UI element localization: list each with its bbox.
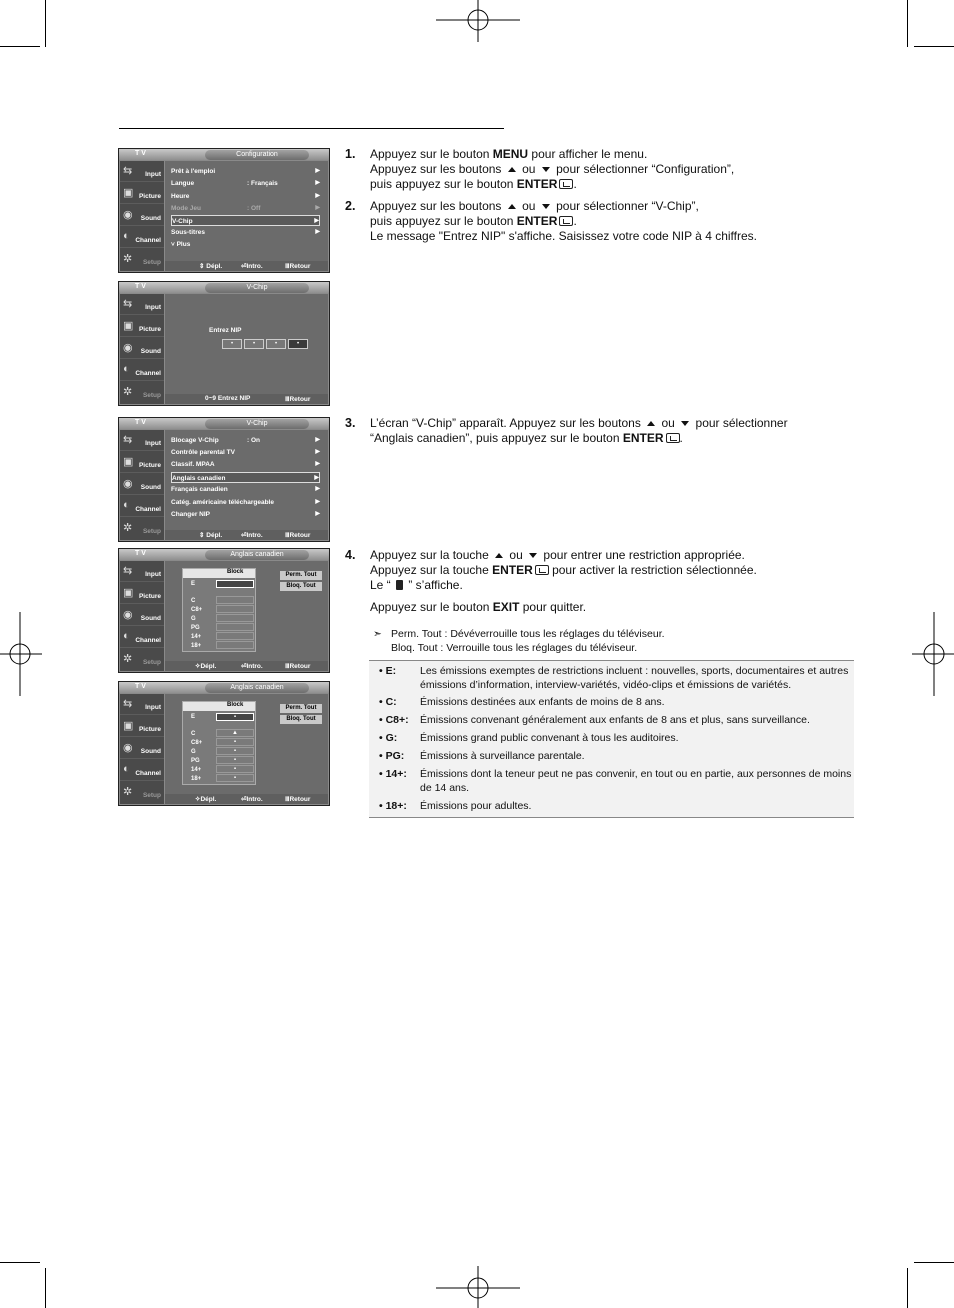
lock-icon: ▪ (233, 739, 237, 745)
screen-topbar (119, 682, 329, 693)
lock-icon: ▪ (233, 757, 237, 763)
pin-digit-active[interactable]: • (288, 339, 308, 349)
sidebar-item-input[interactable] (120, 430, 164, 451)
rating-cell-locked[interactable] (216, 774, 254, 782)
rating-label: C8+ (191, 740, 203, 746)
move-hint: ⇕ Dépl. (199, 263, 223, 270)
rating-label: C (191, 598, 196, 604)
bloq-tout-button[interactable]: Bloq. Tout (280, 715, 322, 724)
menu-item-label: Classif. MPAA (171, 461, 215, 468)
gear-icon: ✲ (123, 522, 133, 534)
sidebar-item-channel[interactable] (120, 227, 164, 248)
move-hint: ✧Dépl. (195, 663, 217, 670)
bloq-tout-button[interactable]: Bloq. Tout (280, 582, 322, 591)
tv-label: T V (135, 419, 146, 426)
sidebar-item-sound[interactable] (120, 338, 164, 359)
screen-title: V-Chip (205, 419, 309, 429)
screen-bottombar (165, 261, 328, 271)
menu-item[interactable] (171, 178, 320, 189)
sidebar-item-channel[interactable] (120, 360, 164, 381)
screen-bottombar (165, 530, 328, 540)
menu-panel (165, 430, 328, 530)
return-hint: ⅢRetour (285, 796, 311, 803)
input-icon: ⇆ (123, 434, 133, 446)
picture-icon: ▣ (123, 720, 134, 732)
sidebar-item-input[interactable] (120, 294, 164, 315)
sidebar-label: Sound (140, 215, 161, 222)
rating-label: G (191, 616, 196, 622)
menu-item[interactable] (171, 447, 320, 458)
rating-label: 14+ (191, 634, 202, 640)
menu-item-label: Contrôle parental TV (171, 449, 235, 456)
rating-cell-locked[interactable] (216, 729, 254, 737)
sidebar-label: Sound (140, 615, 161, 622)
up-arrow-icon (495, 553, 503, 558)
move-hint: ⇕ Dépl. (199, 532, 223, 539)
menu-item-label: V-Chip (172, 218, 193, 225)
crop-mark (45, 0, 46, 47)
sidebar-item-picture[interactable] (120, 716, 164, 737)
lock-icon: ▲ (232, 730, 238, 736)
arrow-right-icon: ▶ (315, 486, 320, 492)
crop-mark (45, 1268, 46, 1308)
sound-icon: ◉ (123, 478, 133, 490)
rating-cell-locked[interactable] (216, 713, 254, 721)
sidebar-item-picture[interactable] (120, 183, 164, 204)
menu-item[interactable] (171, 509, 320, 520)
enter-hint: ⏎Intro. (241, 532, 263, 539)
sidebar-label: Setup (142, 792, 161, 799)
screen-topbar (119, 149, 329, 160)
rating-grid (182, 568, 256, 652)
channel-icon: ◐ (123, 763, 130, 775)
pin-digit[interactable]: • (222, 339, 242, 349)
tv-label: T V (135, 683, 146, 690)
sidebar-label: Setup (142, 659, 161, 666)
sidebar (120, 294, 164, 404)
sound-icon: ◉ (123, 342, 133, 354)
rating-cell[interactable] (216, 614, 254, 622)
sidebar (120, 161, 164, 271)
perm-tout-button[interactable]: Perm. Tout (280, 571, 322, 580)
rating-cell[interactable] (216, 641, 254, 649)
tv-screen-anglais-canadien (118, 548, 330, 673)
arrow-right-icon: ▶ (315, 168, 320, 174)
lock-icon: ▪ (233, 748, 237, 754)
sidebar-label: Input (145, 704, 161, 711)
menu-item[interactable] (171, 459, 320, 470)
menu-item[interactable] (171, 497, 320, 508)
input-icon: ⇆ (123, 298, 133, 310)
sidebar-item-channel[interactable] (120, 760, 164, 781)
menu-item[interactable] (171, 239, 320, 250)
rating-label: 18+ (191, 776, 202, 782)
menu-item[interactable] (171, 166, 320, 177)
move-hint: ✧Dépl. (195, 796, 217, 803)
sidebar-label: Channel (135, 770, 161, 777)
rating-cell-locked[interactable] (216, 756, 254, 764)
sidebar-label: Input (145, 171, 161, 178)
return-hint: ⅢRetour (285, 663, 311, 670)
arrow-right-icon: ▶ (315, 511, 320, 517)
enter-icon (559, 216, 573, 226)
enter-hint: ⏎Intro. (241, 263, 263, 270)
enter-hint: ⏎Intro. (241, 796, 263, 803)
step-number: 3. (345, 416, 356, 430)
screen-topbar (119, 418, 329, 429)
sidebar-item-input[interactable] (120, 161, 164, 182)
menu-item-label: Heure (171, 193, 190, 200)
sidebar-item-setup[interactable] (120, 782, 164, 803)
sidebar-label: Setup (142, 528, 161, 535)
arrow-right-icon: ▶ (315, 180, 320, 186)
sound-icon: ◉ (123, 209, 133, 221)
pin-panel (165, 294, 328, 394)
ratings-table: • E: Les émissions exemptes de restrictions incluent : nouvelles, sports, documentaires et autres émissions d’information, interview-variétés, vidéo-clips et émissions de variétés. • C: Émissions destinées aux enfants de moins de 8 ans. • C8+: Émissions convenant généralement aux enfants de 8 ans et plus, sans surveillance. • G: Émissions grand public convenant à tous les auditoires. • PG: Émissions à surveillance parentale. • 14+: Émissions dont la teneur peut ne pas convenir, en tout ou en partie, aux personnes de moins de 14 ans. • 18+: Émissions pour adultes. (369, 660, 854, 818)
menu-item-label: Blocage V-Chip (171, 437, 219, 444)
gear-icon: ✲ (123, 253, 133, 265)
lock-icon: ▪ (233, 714, 237, 720)
menu-item-label: Langue (171, 180, 195, 187)
channel-icon: ◐ (123, 499, 130, 511)
sidebar-item-channel[interactable] (120, 496, 164, 517)
sidebar-item-setup[interactable] (120, 649, 164, 670)
sidebar (120, 561, 164, 671)
screen-title: Anglais canadien (205, 550, 309, 560)
menu-item-label: Mode Jeu (171, 205, 201, 212)
picture-icon: ▣ (123, 456, 134, 468)
enter-hint: ⏎Intro. (241, 663, 263, 670)
gear-icon: ✲ (123, 786, 133, 798)
picture-icon: ▣ (123, 187, 134, 199)
down-arrow-icon (542, 167, 550, 172)
screen-title: Anglais canadien (205, 683, 309, 693)
sidebar-item-sound[interactable] (120, 738, 164, 759)
rating-cell[interactable] (216, 605, 254, 613)
sidebar-label: Setup (142, 259, 161, 266)
sidebar-label: Channel (135, 237, 161, 244)
sidebar-label: Sound (140, 348, 161, 355)
menu-item-value: : On (247, 437, 260, 444)
picture-icon: ▣ (123, 587, 134, 599)
crop-mark (907, 0, 908, 47)
sidebar-label: Input (145, 571, 161, 578)
step-body: L’écran “V-Chip” apparaît. Appuyez sur les boutons ou pour sélectionner “Anglais canadien”, puis appuyez sur le bouton ENTER . (370, 416, 788, 445)
step-number: 4. (345, 548, 356, 562)
rating-cell[interactable] (216, 596, 254, 604)
menu-item[interactable] (171, 203, 320, 214)
menu-item-value: : Français (247, 180, 278, 187)
menu-item-label: Sous-titres (171, 229, 205, 236)
menu-item[interactable] (171, 191, 320, 202)
menu-item-label: Changer NIP (171, 511, 211, 518)
menu-item-label: ˅ Plus (171, 241, 191, 248)
grid-header: Block (183, 702, 255, 711)
input-icon: ⇆ (123, 565, 133, 577)
tv-label: T V (135, 283, 146, 290)
crop-mark (0, 46, 40, 47)
screen-title: Configuration (205, 150, 309, 160)
menu-item[interactable] (171, 227, 320, 238)
screen-bottombar (165, 394, 328, 404)
sidebar-item-input[interactable] (120, 561, 164, 582)
lock-icon: ▪ (233, 766, 237, 772)
down-arrow-icon (681, 421, 689, 426)
up-arrow-icon (508, 204, 516, 209)
rating-label: PG (191, 758, 200, 764)
tv-label: T V (135, 150, 146, 157)
tv-screen-anglais-canadien-locked (118, 681, 330, 806)
rating-grid (182, 701, 256, 785)
rating-cell[interactable] (216, 580, 254, 588)
arrow-right-icon: ▶ (315, 449, 320, 455)
screen-topbar (119, 282, 329, 293)
menu-panel (165, 161, 328, 261)
enter-icon (559, 179, 573, 189)
registration-mark (912, 612, 954, 696)
down-arrow-icon (529, 553, 537, 558)
menu-item-label: Français canadien (171, 486, 228, 493)
enter-icon (666, 433, 680, 443)
sidebar-label: Input (145, 304, 161, 311)
sidebar-label: Channel (135, 637, 161, 644)
crop-mark (914, 1262, 954, 1263)
sidebar-label: Picture (138, 193, 161, 200)
rating-label: PG (191, 625, 200, 631)
step-body: Appuyez sur le bouton MENU pour afficher le menu. Appuyez sur les boutons ou pour sélectionner “Configuration”, puis appuyez sur le bouton ENTER . (370, 147, 735, 191)
sidebar-item-channel[interactable] (120, 627, 164, 648)
rating-label: 14+ (191, 767, 202, 773)
rating-cell-locked[interactable] (216, 747, 254, 755)
sidebar-item-picture[interactable] (120, 583, 164, 604)
arrow-right-icon: ▶ (315, 499, 320, 505)
channel-icon: ◐ (123, 363, 130, 375)
arrow-right-icon: ▶ (315, 193, 320, 199)
sidebar-label: Input (145, 440, 161, 447)
perm-tout-button[interactable]: Perm. Tout (280, 704, 322, 713)
rating-label: C8+ (191, 607, 203, 613)
crop-mark (907, 1268, 908, 1308)
crop-mark (0, 1262, 40, 1263)
menu-item[interactable] (171, 484, 320, 495)
note-arrow-icon: ➣ (373, 628, 382, 640)
rating-label: E (191, 581, 196, 587)
gear-icon: ✲ (123, 653, 133, 665)
rating-panel (165, 561, 328, 661)
sidebar-item-setup[interactable] (120, 382, 164, 403)
screen-topbar (119, 549, 329, 560)
arrow-right-icon: ▶ (315, 205, 320, 211)
sidebar-item-input[interactable] (120, 694, 164, 715)
input-icon: ⇆ (123, 698, 133, 710)
sidebar-item-picture[interactable] (120, 452, 164, 473)
arrow-right-icon: ▶ (314, 218, 319, 224)
step-body: Appuyez sur les boutons ou pour sélectionner “V-Chip”, puis appuyez sur le bouton ENTER . Le message "Entrez NIP" s'affiche. Saisissez votre code NIP à 4 chiffres. (370, 199, 757, 243)
sound-icon: ◉ (123, 742, 133, 754)
menu-item-value: : Off (247, 205, 261, 212)
header-rule (119, 128, 504, 129)
arrow-right-icon: ▶ (315, 461, 320, 467)
pin-digit[interactable]: • (244, 339, 264, 349)
tv-screen-vchip-pin (118, 281, 330, 406)
screen-title: V-Chip (205, 283, 309, 293)
sidebar-item-sound[interactable] (120, 605, 164, 626)
tv-screen-configuration (118, 148, 330, 273)
rating-label: G (191, 749, 196, 755)
return-hint: ⅢRetour (285, 263, 311, 270)
tv-label: T V (135, 550, 146, 557)
sidebar-label: Picture (138, 462, 161, 469)
menu-item-label: Prêt à l'emploi (171, 168, 216, 175)
sidebar-item-setup[interactable] (120, 249, 164, 270)
sidebar-label: Sound (140, 484, 161, 491)
rating-cell-locked[interactable] (216, 765, 254, 773)
sidebar (120, 694, 164, 804)
menu-item-label: Catég. américaine téléchargeable (171, 499, 274, 506)
rating-panel (165, 694, 328, 794)
registration-mark (0, 612, 42, 696)
screen-bottombar (165, 661, 328, 671)
pin-digit[interactable]: • (266, 339, 286, 349)
picture-icon: ▣ (123, 320, 134, 332)
channel-icon: ◐ (123, 630, 130, 642)
up-arrow-icon (647, 421, 655, 426)
arrow-right-icon: ▶ (315, 437, 320, 443)
sound-icon: ◉ (123, 609, 133, 621)
sidebar-item-setup[interactable] (120, 518, 164, 539)
sidebar-item-picture[interactable] (120, 316, 164, 337)
sidebar-label: Picture (138, 326, 161, 333)
down-arrow-icon (542, 204, 550, 209)
rating-label: 18+ (191, 643, 202, 649)
note-text: Perm. Tout : Dévéverrouille tous les réglages du téléviseur. Bloq. Tout : Verrouille tous les réglages du téléviseur. (391, 628, 665, 654)
sidebar-label: Channel (135, 370, 161, 377)
tv-screen-vchip-menu (118, 417, 330, 542)
lock-icon (396, 580, 403, 590)
enter-icon (535, 565, 549, 575)
rating-cell[interactable] (216, 623, 254, 631)
channel-icon: ◐ (123, 230, 130, 242)
gear-icon: ✲ (123, 386, 133, 398)
rating-cell[interactable] (216, 632, 254, 640)
pin-hint: 0~9 Entrez NIP (205, 395, 251, 402)
step-number: 2. (345, 199, 356, 213)
sidebar-label: Setup (142, 392, 161, 399)
arrow-right-icon: ▶ (315, 229, 320, 235)
registration-mark (436, 1266, 520, 1308)
sidebar-item-sound[interactable] (120, 205, 164, 226)
sidebar-label: Picture (138, 726, 161, 733)
rating-label: E (191, 714, 196, 720)
grid-header: Block (183, 569, 255, 578)
input-icon: ⇆ (123, 165, 133, 177)
sidebar-label: Sound (140, 748, 161, 755)
lock-icon: ▪ (233, 775, 237, 781)
sidebar (120, 430, 164, 540)
pin-label: Entrez NIP (209, 327, 242, 334)
sidebar-label: Picture (138, 593, 161, 600)
registration-mark (436, 0, 520, 42)
sidebar-item-sound[interactable] (120, 474, 164, 495)
sidebar-label: Channel (135, 506, 161, 513)
crop-mark (914, 46, 954, 47)
menu-item-selected[interactable] (171, 472, 320, 483)
screen-bottombar (165, 794, 328, 804)
up-arrow-icon (508, 167, 516, 172)
return-hint: ⅢRetour (285, 396, 311, 403)
arrow-right-icon: ▶ (314, 475, 319, 481)
return-hint: ⅢRetour (285, 532, 311, 539)
menu-item[interactable] (171, 435, 320, 446)
rating-cell-locked[interactable] (216, 738, 254, 746)
rating-label: C (191, 731, 196, 737)
menu-item-selected[interactable] (171, 215, 320, 226)
step-body: Appuyez sur la touche ou pour entrer une restriction appropriée. Appuyez sur la touche ENTER pour activer la restriction sélectionnée. Le “ ” s’affiche. Appuyez sur le bouton EXIT pour quitter. (370, 548, 757, 614)
step-number: 1. (345, 147, 356, 161)
menu-item-label: Anglais canadien (172, 475, 226, 482)
